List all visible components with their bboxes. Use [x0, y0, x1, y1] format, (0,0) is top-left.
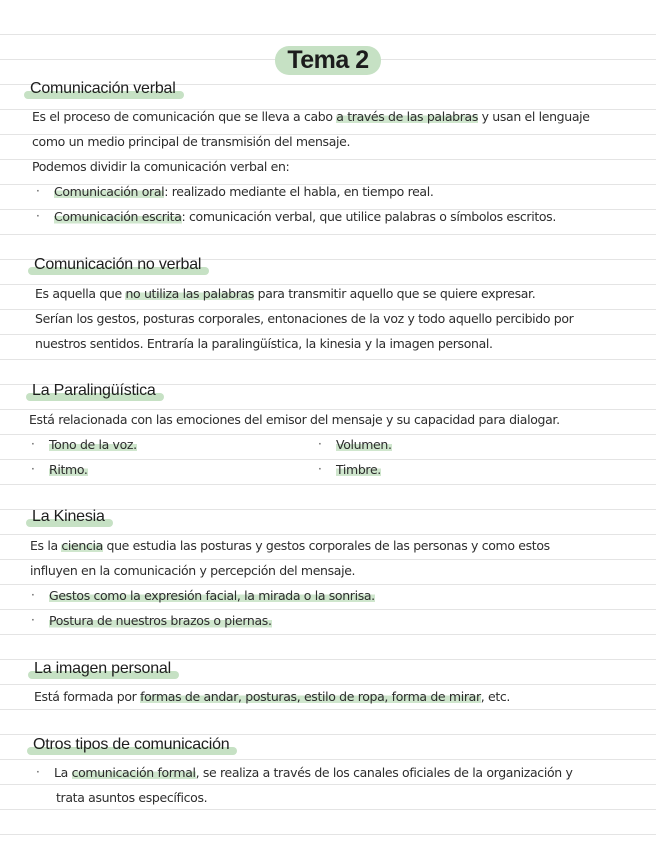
bullet-dot: · — [31, 437, 35, 451]
heading-imagen-personal: La imagen personal — [34, 660, 171, 677]
heading-comunicacion-no-verbal: Comunicación no verbal — [34, 256, 202, 273]
s1-bullet-escrita: Comunicación escrita: comunicación verbal, que utilice palabras o símbolos escritos. — [54, 209, 556, 224]
s1-bullet-oral: Comunicación oral: realizado mediante el habla, en tiempo real. — [54, 184, 434, 199]
bullet-dot: · — [36, 765, 40, 779]
bullet-dot: · — [36, 184, 40, 198]
s2-paragraph-line1: Es aquella que no utiliza las palabras para transmitir aquello que se quiere expresar. — [35, 286, 536, 301]
s2-paragraph-line2: Serían los gestos, posturas corporales, entonaciones de la voz y todo aquello percibido por — [35, 311, 574, 326]
bullet-dot: · — [31, 462, 35, 476]
s5-paragraph: Está formada por formas de andar, posturas, estilo de ropa, forma de mirar, etc. — [34, 689, 511, 704]
bullet-dot: · — [36, 209, 40, 223]
s3-item-volumen: Volumen. — [336, 437, 392, 452]
heading-comunicacion-verbal: Comunicación verbal — [30, 80, 176, 97]
s6-bullet-formal-cont: trata asuntos específicos. — [56, 790, 208, 805]
s2-paragraph-line3: nuestros sentidos. Entraría la paralingüística, la kinesia y la imagen personal. — [35, 336, 493, 351]
heading-paralinguistica: La Paralingüística — [32, 382, 156, 399]
s3-item-ritmo: Ritmo. — [49, 462, 88, 477]
s1-paragraph-line1: Es el proceso de comunicación que se lleva a cabo a través de las palabras y usan el lenguaje — [32, 109, 590, 124]
bullet-dot: · — [31, 588, 35, 602]
page-title: Tema 2 — [0, 46, 656, 75]
s1-paragraph-intro: Podemos dividir la comunicación verbal en: — [32, 159, 290, 174]
s4-bullet-postura: Postura de nuestros brazos o piernas. — [49, 613, 272, 628]
heading-otros-tipos: Otros tipos de comunicación — [33, 736, 230, 753]
bullet-dot: · — [31, 613, 35, 627]
s6-bullet-formal: La comunicación formal, se realiza a través de los canales oficiales de la organización y — [54, 765, 573, 780]
s3-item-timbre: Timbre. — [336, 462, 381, 477]
s4-bullet-gestos: Gestos como la expresión facial, la mirada o la sonrisa. — [49, 588, 375, 603]
s4-paragraph-line1: Es la ciencia que estudia las posturas y gestos corporales de las personas y como estos — [30, 538, 550, 553]
s3-item-tono: Tono de la voz. — [49, 437, 137, 452]
bullet-dot: · — [318, 462, 322, 476]
s4-paragraph-line2: influyen en la comunicación y percepción del mensaje. — [30, 563, 356, 578]
s1-paragraph-line2: como un medio principal de transmisión del mensaje. — [32, 134, 351, 149]
s3-paragraph: Está relacionada con las emociones del emisor del mensaje y su capacidad para dialogar. — [29, 412, 560, 427]
bullet-dot: · — [318, 437, 322, 451]
heading-kinesia: La Kinesia — [32, 508, 105, 525]
